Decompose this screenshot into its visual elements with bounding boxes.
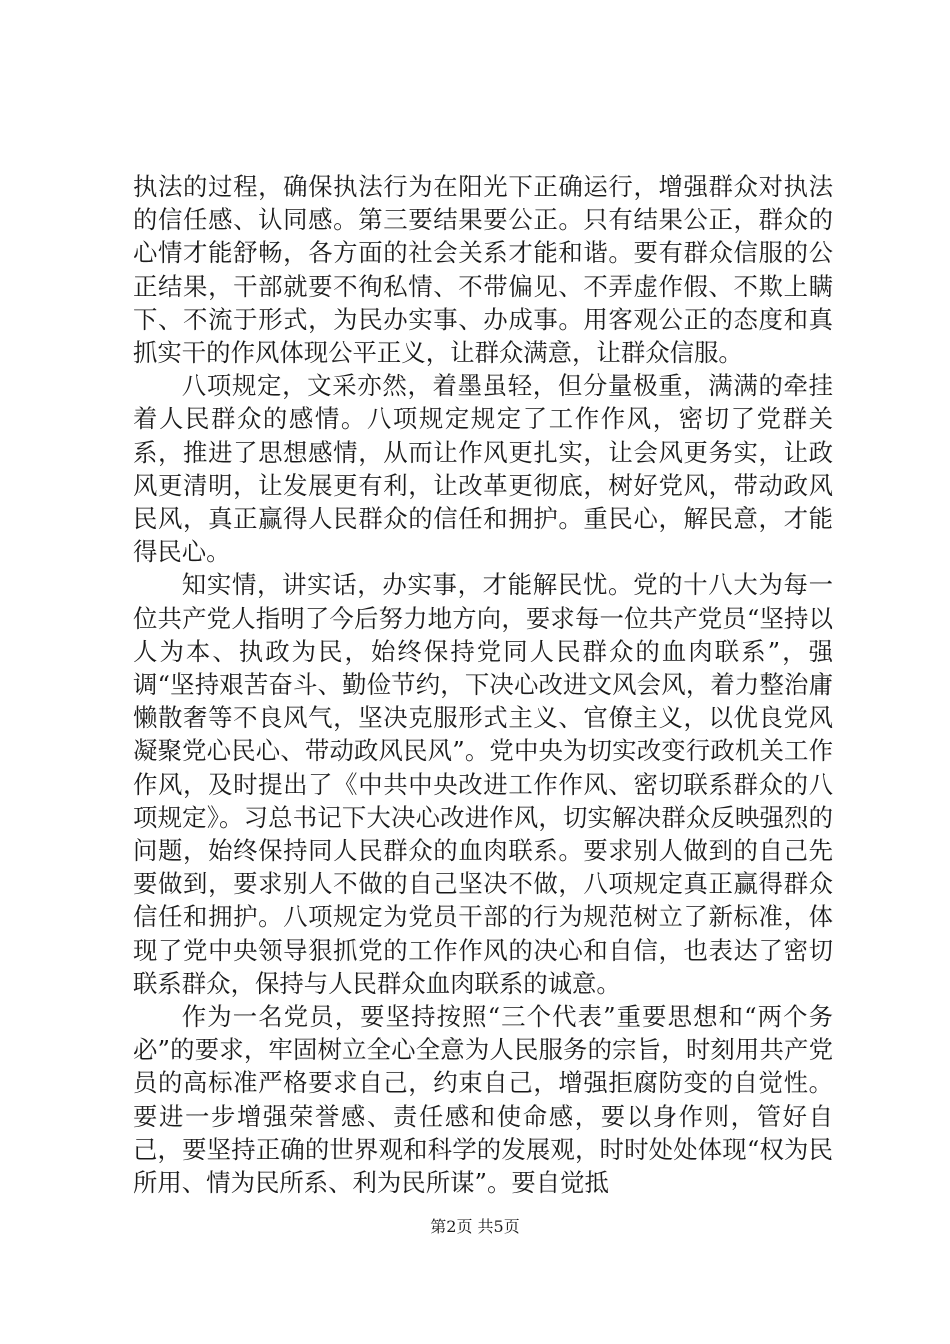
page-number-footer: 第2页 共5页 (430, 1217, 520, 1236)
paragraph-1: 执法的过程，确保执法行为在阳光下正确运行，增强群众对执法的信任感、认同感。第三要结果要公正。只有结果公正，群众的心情才能舒畅，各方面的社会关系才能和谐。要有群众信服的公正结果，干部就要不徇私情、不带偏见、不弄虚作假、不欺上瞒下、不流于形式，为民办实事、办成事。用客观公正的态度和真抓实干的作风体现公平正义，让群众满意，让群众信服。 (133, 172, 833, 368)
paragraph-4: 作为一名党员，要坚持按照“三个代表”重要思想和“两个务必”的要求，牢固树立全心全意为人民服务的宗旨，时刻用共产党员的高标准严格要求自己，约束自己，增强拒腐防变的自觉性。要进一步增强荣誉感、责任感和使命感，要以身作则，管好自己，要坚持正确的世界观和科学的发展观，时时处处体现“权为民所用、情为民所系、利为民所谋”。要自觉抵 (133, 1002, 833, 1198)
paragraph-3: 知实情，讲实话，办实事，才能解民忧。党的十八大为每一位共产党人指明了今后努力地方向，要求每一位共产党员“坚持以人为本、执政为民，始终保持党同人民群众的血肉联系”，强调“坚持艰苦奋斗、勤俭节约，下决心改进文风会风，着力整治庸懒散奢等不良风气，坚决克服形式主义、官僚主义，以优良党风凝聚党心民心、带动政风民风”。党中央为切实改变行政机关工作作风，及时提出了《中共中央改进工作作风、密切联系群众的八项规定》。习总书记下大决心改进作风，切实解决群众反映强烈的问题，始终保持同人民群众的血肉联系。要求别人做到的自己先要做到，要求别人不做的自己坚决不做，八项规定真正赢得群众信任和拥护。八项规定为党员干部的行为规范树立了新标准，体现了党中央领导狠抓党的工作作风的决心和自信，也表达了密切联系群众，保持与人民群众血肉联系的诚意。 (133, 570, 833, 998)
paragraph-2: 八项规定，文采亦然，着墨虽轻，但分量极重，满满的牵挂着人民群众的感情。八项规定规定了工作作风，密切了党群关系，推进了思想感情，从而让作风更扎实，让会风更务实，让政风更清明，让发展更有利，让改革更彻底，树好党风，带动政风民风，真正赢得人民群众的信任和拥护。重民心，解民意，才能得民心。 (133, 371, 833, 567)
document-body (133, 170, 833, 1199)
